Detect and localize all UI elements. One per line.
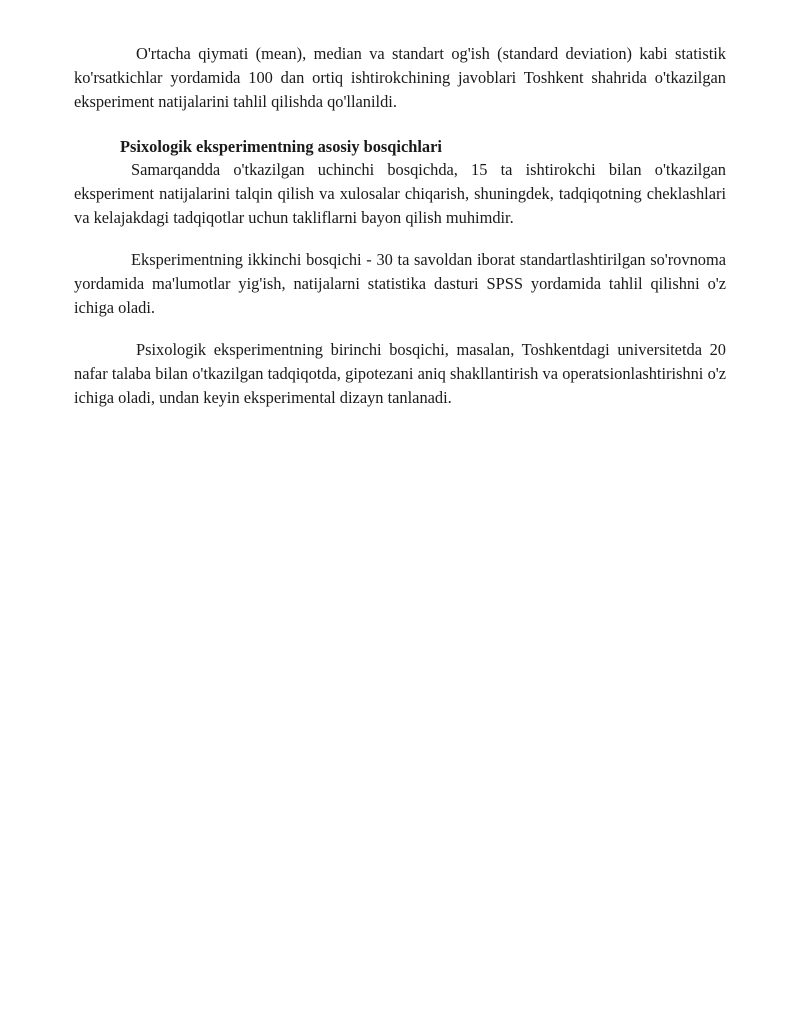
paragraph-first-stage: Psixologik eksperimentning birinchi bosqichi, masalan, Toshkentdagi universitetda 20 nafar talaba bilan o'tkazilgan tadqiqotda, gipotezani aniq shakllantirish va operatsionlashtirishni o'z ichiga oladi, undan keyin eksperimental dizayn tanlanadi. bbox=[74, 340, 726, 407]
paragraph-second-stage: Eksperimentning ikkinchi bosqichi - 30 ta savoldan iborat standartlashtirilgan so'rovnoma yordamida ma'lumotlar yig'ish, natijalarni statistika dasturi SPSS yordamida tahlil qilishni o'z ichiga oladi. bbox=[74, 250, 726, 317]
paragraph-third-stage: Samarqandda o'tkazilgan uchinchi bosqichda, 15 ta ishtirokchi bilan o'tkazilgan eksperiment natijalarini talqin qilish va xulosalar chiqarish, shuningdek, tadqiqotning cheklashlari va kelajakdagi tadqiqotlar uchun takliflarni bayon qilish muhimdir. bbox=[74, 160, 726, 227]
section-heading: Psixologik eksperimentning asosiy bosqichlari bbox=[120, 137, 442, 156]
document-body bbox=[74, 42, 726, 410]
paragraph-statistics: O'rtacha qiymati (mean), median va standart og'ish (standard deviation) kabi statistik ko'rsatkichlar yordamida 100 dan ortiq ishtirokchining javoblari Toshkent shahrida o'tkazilgan eksperiment natijalarini tahlil qilishda qo'llanildi. bbox=[74, 44, 726, 111]
